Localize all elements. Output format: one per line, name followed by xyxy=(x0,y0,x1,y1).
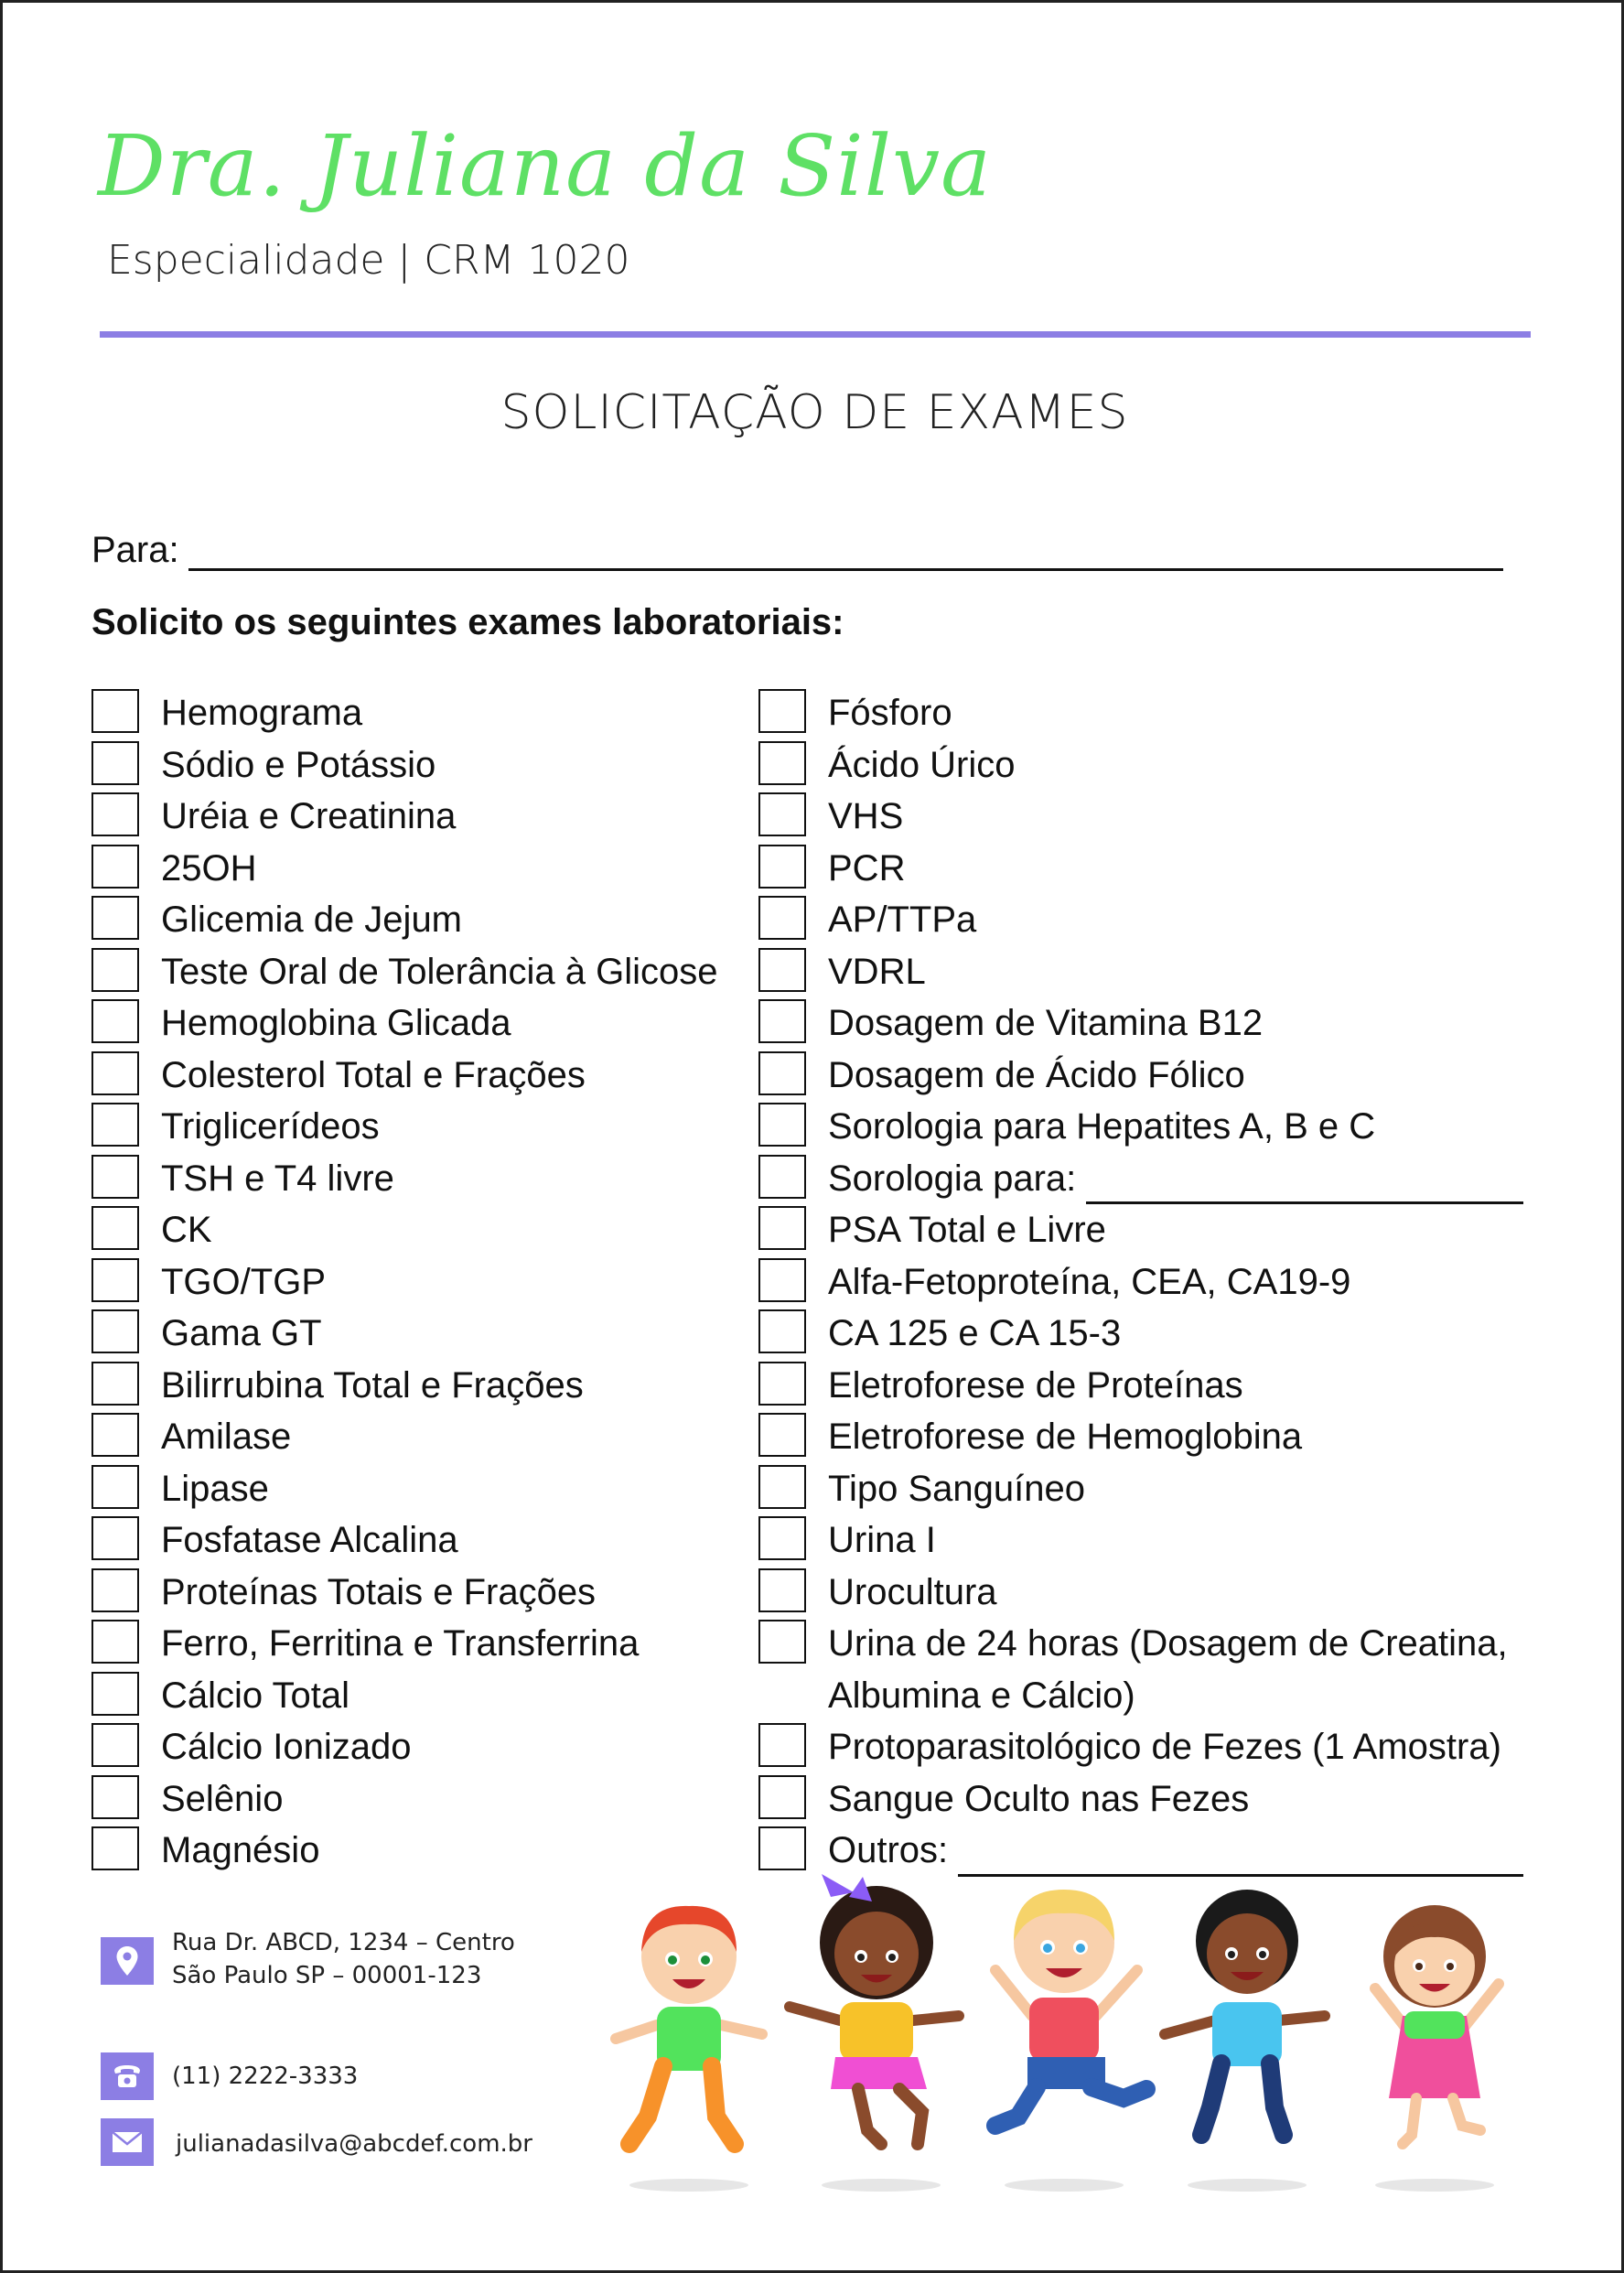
exam-item[interactable] xyxy=(758,999,1263,1050)
children-illustration xyxy=(607,1869,1540,2199)
exam-item[interactable] xyxy=(91,1465,269,1515)
exam-item[interactable] xyxy=(758,1620,1508,1721)
recipient-label: Para: xyxy=(91,530,179,570)
kid-red-hair xyxy=(616,1906,762,2144)
exam-checkbox[interactable] xyxy=(91,1516,139,1560)
exam-label: VDRL xyxy=(828,951,926,992)
exam-checkbox[interactable] xyxy=(91,1258,139,1302)
exam-label-line2: Albumina e Cálcio) xyxy=(828,1675,1135,1716)
exam-checkbox[interactable] xyxy=(758,1103,806,1147)
exam-item[interactable] xyxy=(758,1206,1106,1256)
sorologia-label: Sorologia para: xyxy=(828,1158,1077,1199)
exam-item[interactable] xyxy=(758,1516,936,1567)
exam-item[interactable] xyxy=(91,999,511,1050)
exam-label: Fósforo xyxy=(828,693,952,733)
exam-label: Eletroforese de Proteínas xyxy=(828,1364,1243,1406)
exam-label: CA 125 e CA 15-3 xyxy=(828,1313,1122,1353)
exam-item[interactable] xyxy=(91,1051,586,1102)
exam-item[interactable] xyxy=(758,1155,1523,1205)
exam-checkbox[interactable] xyxy=(758,948,806,992)
exam-checkbox[interactable] xyxy=(758,1362,806,1406)
exam-item[interactable] xyxy=(758,1775,1249,1826)
exam-item[interactable] xyxy=(91,741,436,792)
exam-label: TSH e T4 livre xyxy=(161,1158,394,1199)
header-divider xyxy=(100,331,1531,338)
exam-checkbox[interactable] xyxy=(758,999,806,1043)
exam-checkbox[interactable] xyxy=(91,1413,139,1457)
exam-label: Protoparasitológico de Fezes (1 Amostra) xyxy=(828,1727,1501,1767)
exam-checkbox[interactable] xyxy=(91,1362,139,1406)
exam-checkbox[interactable] xyxy=(758,1723,806,1767)
recipient-row xyxy=(91,520,1503,571)
exam-label: Alfa-Fetoproteína, CEA, CA19-9 xyxy=(828,1261,1351,1302)
exam-label: Urina I xyxy=(828,1520,936,1560)
exam-checkbox[interactable] xyxy=(758,741,806,785)
exam-checkbox[interactable] xyxy=(91,896,139,940)
exam-checkbox[interactable] xyxy=(758,1465,806,1509)
exam-item[interactable] xyxy=(758,1568,997,1619)
exam-label: Bilirrubina Total e Frações xyxy=(161,1364,584,1406)
exam-item[interactable] xyxy=(91,948,717,998)
exam-item[interactable] xyxy=(91,1103,380,1153)
phone-number: (11) 2222-3333 xyxy=(172,2063,359,2090)
exam-item[interactable] xyxy=(91,1568,596,1619)
exam-checkbox[interactable] xyxy=(91,999,139,1043)
exam-checkbox[interactable] xyxy=(91,1723,139,1767)
envelope-icon xyxy=(101,2118,154,2166)
exam-checkbox[interactable] xyxy=(758,1258,806,1302)
sorologia-fill-line[interactable] xyxy=(1086,1165,1523,1204)
exam-label: PCR xyxy=(828,847,906,889)
exam-checkbox[interactable] xyxy=(758,1413,806,1457)
exam-label: Urocultura xyxy=(828,1571,997,1612)
exam-checkbox[interactable] xyxy=(91,1155,139,1199)
exam-label: Sorologia para Hepatites A, B e C xyxy=(828,1106,1376,1147)
exam-label: PSA Total e Livre xyxy=(828,1210,1106,1250)
exam-item[interactable] xyxy=(91,845,257,895)
exam-item[interactable] xyxy=(91,1206,212,1256)
exam-item[interactable] xyxy=(758,896,976,946)
exam-label: Fosfatase Alcalina xyxy=(161,1520,458,1560)
exam-label: Gama GT xyxy=(161,1313,322,1353)
exam-checkbox[interactable] xyxy=(758,1051,806,1095)
exam-label: Proteínas Totais e Frações xyxy=(161,1571,597,1612)
kid-curly-hair xyxy=(1165,1890,1325,2135)
exam-checkbox[interactable] xyxy=(91,1051,139,1095)
doctor-name: Dra. Juliana da Silva xyxy=(98,117,992,215)
location-pin-icon xyxy=(101,1937,154,1985)
exam-checkbox[interactable] xyxy=(758,896,806,940)
exam-label-line1: Urina de 24 horas (Dosagem de Creatina, xyxy=(828,1623,1508,1664)
exam-label: Selênio xyxy=(161,1778,284,1819)
exam-item[interactable] xyxy=(91,792,456,843)
recipient-field[interactable] xyxy=(188,530,1503,571)
email-address[interactable]: julianadasilva@abcdef.com.br xyxy=(176,2130,532,2158)
exam-checkbox[interactable] xyxy=(758,1155,806,1199)
exam-checkbox[interactable] xyxy=(91,948,139,992)
exam-item[interactable] xyxy=(758,1723,1501,1773)
exam-label: Hemograma xyxy=(161,693,363,733)
exam-checkbox[interactable] xyxy=(758,1206,806,1250)
exam-label: Triglicerídeos xyxy=(161,1106,380,1147)
exam-item[interactable] xyxy=(91,1155,394,1205)
exam-item[interactable] xyxy=(91,1516,458,1567)
exam-label: Amilase xyxy=(161,1417,292,1457)
exam-checkbox[interactable] xyxy=(758,792,806,836)
exam-item[interactable] xyxy=(758,1413,1302,1463)
exam-checkbox[interactable] xyxy=(758,1775,806,1819)
exam-label: VHS xyxy=(828,796,904,836)
exam-item[interactable] xyxy=(758,741,1016,792)
exam-checkbox[interactable] xyxy=(91,1465,139,1509)
exam-checkbox[interactable] xyxy=(91,792,139,836)
exam-label: Cálcio Ionizado xyxy=(161,1727,412,1767)
exam-item[interactable] xyxy=(758,689,952,739)
exam-label: Cálcio Total xyxy=(161,1675,350,1716)
exam-item[interactable] xyxy=(758,948,926,998)
exam-item[interactable] xyxy=(758,1258,1350,1309)
exam-checkbox[interactable] xyxy=(91,1103,139,1147)
address-line1: Rua Dr. ABCD, 1234 – Centro xyxy=(172,1929,515,1956)
exam-item[interactable] xyxy=(91,1413,291,1463)
exam-label xyxy=(828,1153,1523,1205)
exam-label xyxy=(828,1618,1508,1721)
exam-label: Eletroforese de Hemoglobina xyxy=(828,1417,1303,1457)
exam-label: Uréia e Creatinina xyxy=(161,796,457,836)
exam-item[interactable] xyxy=(91,1672,350,1722)
exam-item[interactable] xyxy=(91,1723,412,1773)
exam-checkbox[interactable] xyxy=(91,845,139,889)
exam-item[interactable] xyxy=(758,1051,1245,1102)
phone-icon xyxy=(101,2052,154,2100)
exam-item[interactable] xyxy=(91,1826,319,1877)
exam-checkbox[interactable] xyxy=(758,1516,806,1560)
exam-item[interactable] xyxy=(91,1309,322,1360)
exam-checkbox[interactable] xyxy=(758,1620,806,1664)
exam-checkbox[interactable] xyxy=(758,1568,806,1612)
exam-checkbox[interactable] xyxy=(91,741,139,785)
exam-checkbox[interactable] xyxy=(91,1309,139,1353)
exam-label: Tipo Sanguíneo xyxy=(828,1468,1085,1509)
exam-checkbox[interactable] xyxy=(758,689,806,733)
exam-label: Colesterol Total e Frações xyxy=(161,1054,586,1095)
exam-item[interactable] xyxy=(758,1465,1085,1515)
exam-label: Teste Oral de Tolerância à Glicose xyxy=(161,951,718,992)
exam-label: AP/TTPa xyxy=(828,900,977,940)
exam-item[interactable] xyxy=(758,1309,1121,1360)
exam-item[interactable] xyxy=(91,896,462,946)
exam-item[interactable] xyxy=(91,1775,283,1826)
exam-label: 25OH xyxy=(161,847,257,889)
exam-label: Sangue Oculto nas Fezes xyxy=(828,1778,1250,1819)
specialty-crm: Especialidade | CRM 1020 xyxy=(107,237,630,284)
kid-pink-dress xyxy=(1375,1905,1499,2144)
exam-checkbox[interactable] xyxy=(91,1206,139,1250)
exam-checkbox[interactable] xyxy=(91,1620,139,1664)
exam-checkbox[interactable] xyxy=(91,1672,139,1716)
exam-checkbox[interactable] xyxy=(91,1568,139,1612)
exam-item[interactable] xyxy=(91,689,362,739)
exam-checkbox[interactable] xyxy=(758,1826,806,1870)
exam-label: CK xyxy=(161,1210,212,1250)
exam-item[interactable] xyxy=(91,1258,326,1309)
document-title: SOLICITAÇÃO DE EXAMES xyxy=(500,385,1129,440)
kid-purple-bow xyxy=(790,1874,959,2144)
kid-blond xyxy=(995,1890,1146,2126)
exam-item[interactable] xyxy=(758,1103,1375,1153)
address-line2: São Paulo SP – 00001-123 xyxy=(172,1962,482,1989)
exam-checkbox[interactable] xyxy=(91,1826,139,1870)
exam-label: Dosagem de Vitamina B12 xyxy=(828,1003,1264,1043)
exam-label: Dosagem de Ácido Fólico xyxy=(828,1054,1245,1095)
exam-label: Glicemia de Jejum xyxy=(161,900,463,940)
exam-checkbox[interactable] xyxy=(758,845,806,889)
exam-label: TGO/TGP xyxy=(161,1261,326,1302)
exam-label: Ácido Úrico xyxy=(828,744,1016,785)
exam-label: Ferro, Ferritina e Transferrina xyxy=(161,1623,640,1664)
exam-label: Lipase xyxy=(161,1468,269,1509)
exam-checkbox[interactable] xyxy=(91,1775,139,1819)
exam-item[interactable] xyxy=(758,1362,1243,1412)
exam-checkbox[interactable] xyxy=(758,1309,806,1353)
exam-checkbox[interactable] xyxy=(91,689,139,733)
exam-label: Sódio e Potássio xyxy=(161,744,436,785)
exam-item[interactable] xyxy=(91,1620,639,1670)
exam-item[interactable] xyxy=(758,792,903,843)
exam-item[interactable] xyxy=(758,845,905,895)
exam-item[interactable] xyxy=(91,1362,584,1412)
outros-label: Outros: xyxy=(828,1830,949,1870)
exam-label: Hemoglobina Glicada xyxy=(161,1003,511,1043)
request-heading: Solicito os seguintes exames laboratoriais: xyxy=(91,602,844,642)
exam-label: Magnésio xyxy=(161,1830,320,1870)
